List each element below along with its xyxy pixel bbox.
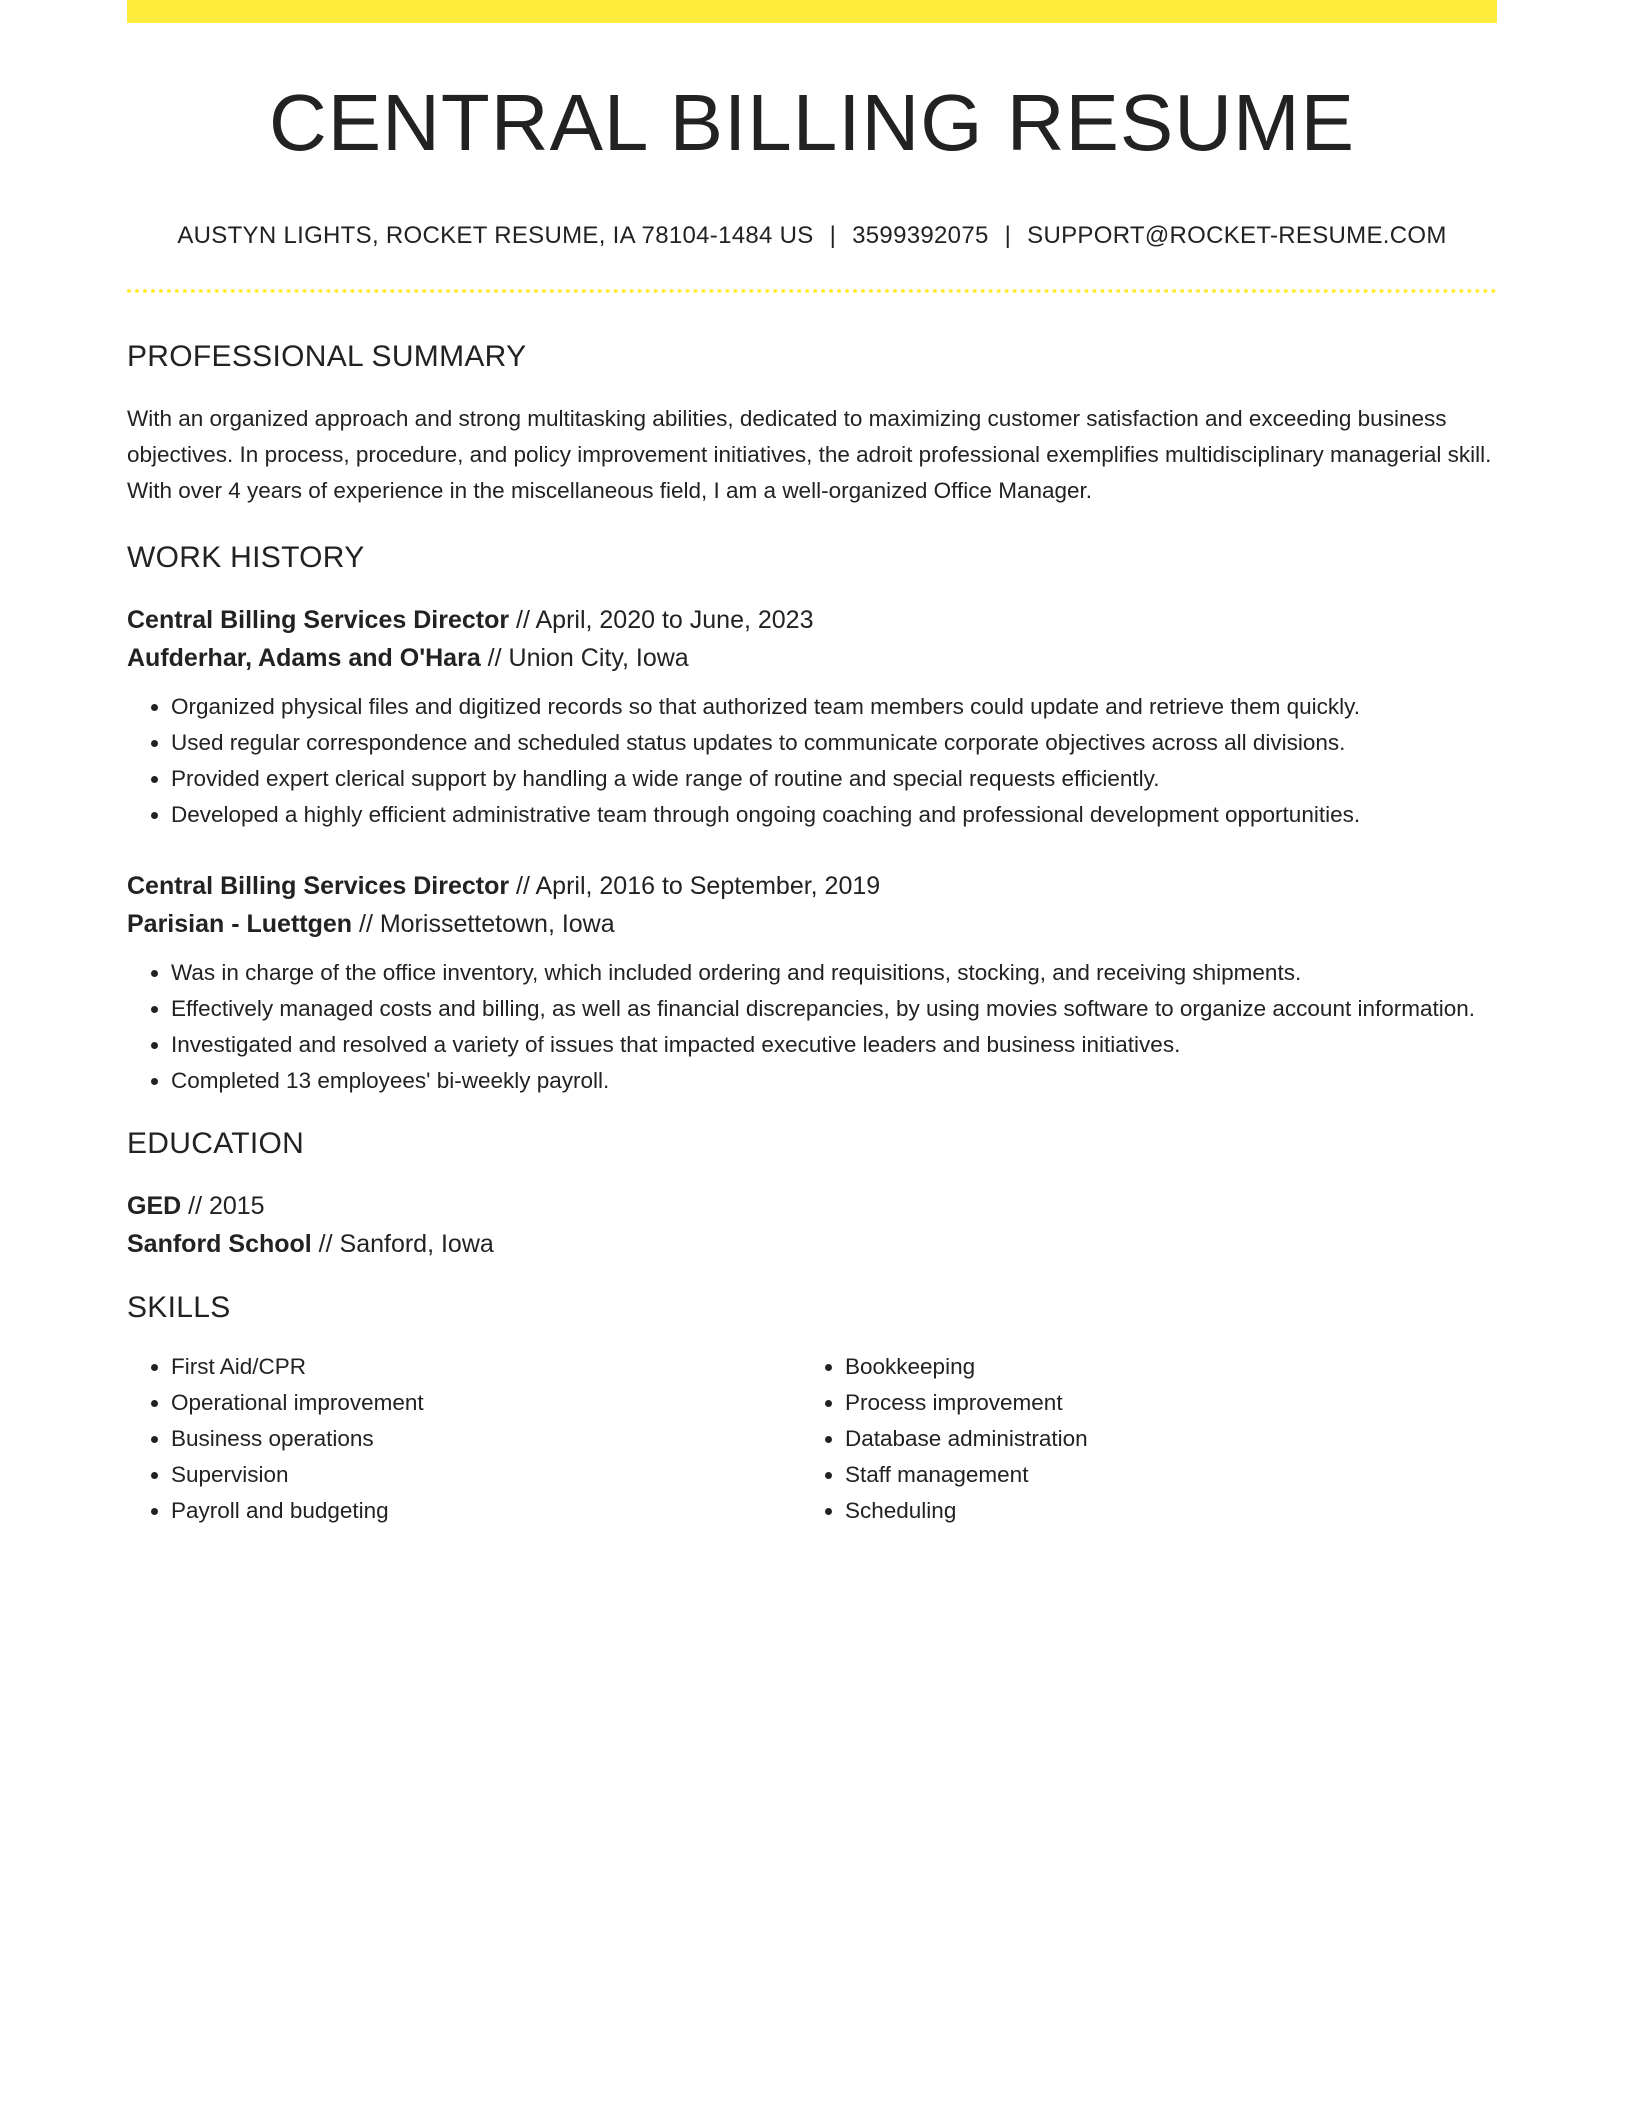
- contact-phone: 3599392075: [852, 222, 989, 249]
- skill-item: • Process improvement: [845, 1385, 1485, 1421]
- degree-year: // 2015: [181, 1191, 265, 1220]
- job-bullet: • Investigated and resolved a variety of issues that impacted executive leaders and business initiatives.: [171, 1027, 1497, 1063]
- section-heading-work: WORK HISTORY: [127, 540, 365, 574]
- work-history-section: [127, 541, 1497, 1099]
- job-title: Central Billing Services Director: [127, 605, 510, 634]
- job-location: // Morissettetown, Iowa: [352, 909, 615, 938]
- degree: GED: [127, 1191, 182, 1220]
- dotted-divider: [127, 289, 1497, 293]
- accent-top-bar: [127, 0, 1497, 23]
- job-title-line: [127, 867, 1497, 905]
- job-company: Aufderhar, Adams and O'Hara: [127, 643, 481, 672]
- job-entry: [127, 601, 1497, 833]
- skill-item: • Operational improvement: [171, 1385, 801, 1421]
- skills-list-right: [801, 1349, 1485, 1529]
- resume-page: [127, 0, 1497, 1529]
- job-location: // Union City, Iowa: [480, 643, 689, 672]
- job-dates: // April, 2016 to September, 2019: [509, 871, 881, 900]
- job-bullet: • Completed 13 employees' bi-weekly payroll.: [171, 1063, 1497, 1099]
- job-title: Central Billing Services Director: [127, 871, 510, 900]
- job-dates: // April, 2020 to June, 2023: [509, 605, 814, 634]
- contact-separator: |: [1004, 222, 1012, 249]
- job-bullet-list: [127, 955, 1497, 1099]
- skill-item: • Database administration: [845, 1421, 1485, 1457]
- job-bullet: • Used regular correspondence and scheduled status updates to communicate corporate objectives across all divisions.: [171, 725, 1497, 761]
- skill-item: • Staff management: [845, 1457, 1485, 1493]
- job-title-line: [127, 601, 1497, 639]
- skills-list-left: [127, 1349, 801, 1529]
- job-company: Parisian - Luettgen: [127, 909, 353, 938]
- skill-item: • Business operations: [171, 1421, 801, 1457]
- school-name: Sanford School: [127, 1229, 312, 1258]
- education-entry: [127, 1187, 1497, 1263]
- skill-item: • Bookkeeping: [845, 1349, 1485, 1385]
- skill-item: • Supervision: [171, 1457, 801, 1493]
- contact-address: AUSTYN LIGHTS, ROCKET RESUME, IA 78104-1484 US: [177, 222, 814, 249]
- job-bullet: • Provided expert clerical support by handling a wide range of routine and special requests efficiently.: [171, 761, 1497, 797]
- job-company-line: [127, 905, 1497, 943]
- skills-section: [127, 1291, 1497, 1529]
- skill-item: • Scheduling: [845, 1493, 1485, 1529]
- section-heading-summary: PROFESSIONAL SUMMARY: [127, 339, 527, 373]
- skill-item: • Payroll and budgeting: [171, 1493, 801, 1529]
- job-bullet: • Effectively managed costs and billing, as well as financial discrepancies, by using movies software to organize account information.: [171, 991, 1497, 1027]
- job-bullet: • Organized physical files and digitized records so that authorized team members could update and retrieve them quickly.: [171, 689, 1497, 725]
- page-title: CENTRAL BILLING RESUME: [269, 78, 1355, 167]
- skills-grid: [127, 1349, 1497, 1529]
- job-entry: [127, 867, 1497, 1099]
- contact-separator: |: [829, 222, 837, 249]
- section-heading-education: EDUCATION: [127, 1126, 305, 1160]
- school-line: [127, 1225, 1497, 1263]
- job-bullet: • Developed a highly efficient administrative team through ongoing coaching and professional development opportunities.: [171, 797, 1497, 833]
- summary-text: With an organized approach and strong multitasking abilities, dedicated to maximizing customer satisfaction and exceeding business objectives. In process, procedure, and policy improvement initiatives, the adroit professional exemplifies multidisciplinary managerial skill. With over 4 years of experience in the miscellaneous field, I am a well-organized Office Manager.: [127, 405, 1492, 503]
- degree-line: [127, 1187, 1497, 1225]
- job-bullet-list: [127, 689, 1497, 833]
- contact-email: SUPPORT@ROCKET-RESUME.COM: [1027, 222, 1447, 249]
- job-company-line: [127, 639, 1497, 677]
- section-heading-skills: SKILLS: [127, 1290, 231, 1324]
- contact-line: [127, 222, 1497, 251]
- professional-summary-section: [127, 340, 1497, 509]
- education-section: [127, 1127, 1497, 1263]
- school-location: // Sanford, Iowa: [311, 1229, 494, 1258]
- skill-item: • First Aid/CPR: [171, 1349, 801, 1385]
- job-bullet: • Was in charge of the office inventory, which included ordering and requisitions, stocking, and receiving shipments.: [171, 955, 1497, 991]
